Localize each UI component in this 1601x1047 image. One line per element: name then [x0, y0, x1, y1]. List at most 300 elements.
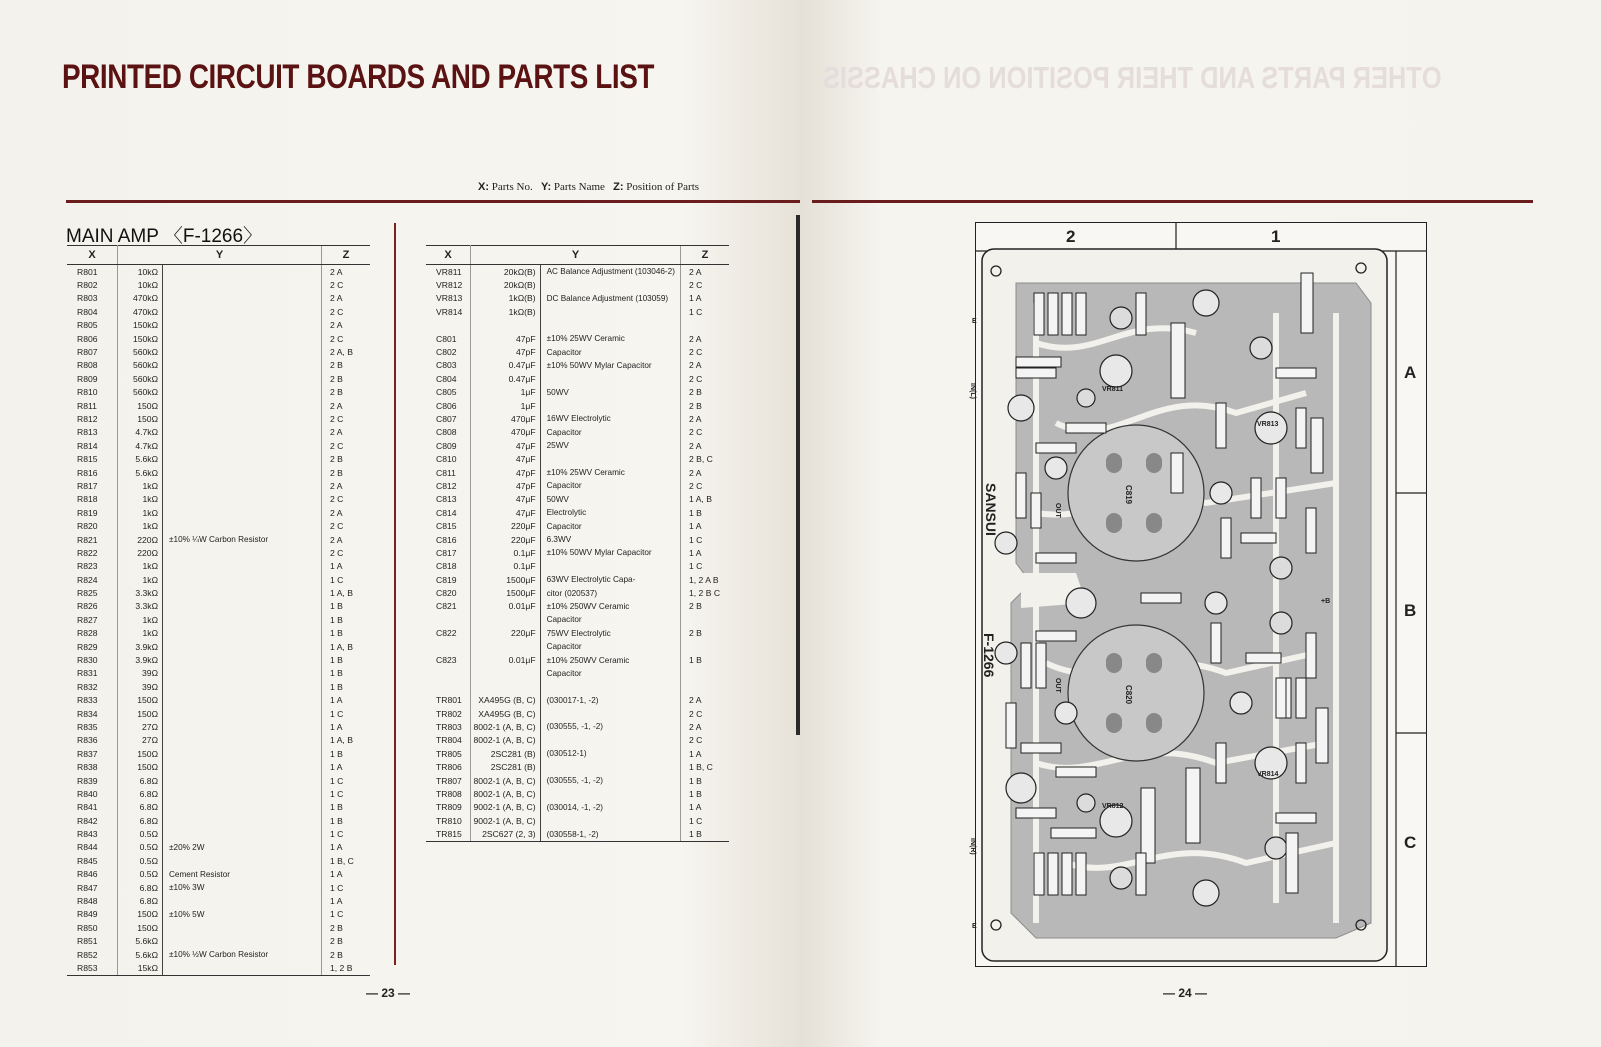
parts-table-resistors	[67, 245, 370, 976]
part-number: R820	[67, 519, 118, 532]
table-row	[426, 734, 729, 747]
part-value: 4.7kΩ	[118, 426, 163, 439]
part-position: 2 A	[681, 265, 730, 279]
part-value: 470μF	[471, 426, 541, 439]
table-row	[426, 426, 729, 439]
part-position: 1 A, B	[681, 493, 730, 506]
part-number: R811	[67, 399, 118, 412]
part-number: TR801	[426, 694, 471, 707]
header-x: X	[426, 246, 471, 265]
part-position: 2 A	[322, 479, 371, 492]
label-in-r: IN(R)	[969, 838, 976, 855]
part-number: TR804	[426, 734, 471, 747]
part-description	[163, 372, 322, 385]
part-value: 2SC281 (B)	[471, 747, 541, 760]
header-y: Y	[471, 246, 681, 265]
part-number: R806	[67, 332, 118, 345]
table-row	[426, 720, 729, 733]
part-position: 1 B	[322, 747, 371, 760]
part-description	[163, 332, 322, 345]
part-description: 6.3WV	[546, 535, 572, 544]
part-position: 2 C	[681, 426, 730, 439]
part-number: R849	[67, 908, 118, 921]
part-position: 1 C	[681, 814, 730, 827]
label-in-l: IN(L)	[969, 383, 976, 399]
table-row	[426, 345, 729, 358]
part-description: (030014, -1, -2)	[546, 802, 604, 812]
page-title: PRINTED CIRCUIT BOARDS AND PARTS LIST	[62, 58, 655, 96]
part-value: 20kΩ(B)	[471, 265, 541, 279]
table-row	[426, 493, 729, 506]
part-number: C810	[426, 452, 471, 465]
label-out-bottom: OUT	[1054, 678, 1061, 693]
table-row	[426, 265, 729, 279]
part-position: 1 C	[681, 533, 730, 546]
part-value: XA495G (B, C)	[471, 707, 541, 720]
table-row	[67, 680, 370, 693]
table-row	[426, 292, 729, 305]
part-position: 2 C	[681, 372, 730, 385]
part-value: 1kΩ	[118, 479, 163, 492]
part-value: 4.7kΩ	[118, 439, 163, 452]
part-description: ±20% 2W	[169, 842, 205, 852]
table-row	[67, 399, 370, 412]
part-description: 16WV Electrolytic	[546, 414, 611, 424]
part-description: (030512-1)	[546, 749, 587, 759]
part-position: 1, 2 B	[322, 961, 371, 975]
part-value: 470μF	[471, 412, 541, 425]
part-position: 1 B, C	[322, 854, 371, 867]
table-row	[67, 894, 370, 907]
part-description: (030017-1, -2)	[546, 695, 599, 705]
part-value: 5.6kΩ	[118, 452, 163, 465]
part-position: 1 B	[681, 787, 730, 800]
part-number: R834	[67, 707, 118, 720]
part-position: 1 A, B	[322, 586, 371, 599]
part-description: (030558-1, -2)	[540, 827, 680, 841]
board-col-label-1: 1	[1271, 227, 1281, 246]
part-description	[163, 278, 322, 291]
part-number	[426, 613, 471, 626]
part-description	[540, 814, 680, 827]
part-position: 2 A	[322, 265, 371, 279]
legend-x-text: Parts No.	[489, 181, 533, 193]
part-number: R845	[67, 854, 118, 867]
part-description: Capacitor	[546, 427, 582, 437]
part-number: C811	[426, 466, 471, 479]
part-number: R813	[67, 426, 118, 439]
part-description	[163, 814, 322, 827]
part-position: 2 B	[322, 386, 371, 399]
part-position: 1 C	[322, 827, 371, 840]
part-description	[163, 265, 322, 279]
part-number: R817	[67, 479, 118, 492]
part-position: 1 A	[681, 747, 730, 760]
pcb-diagram	[969, 222, 1427, 967]
part-value	[471, 319, 541, 332]
part-description	[163, 573, 322, 586]
table-row	[426, 667, 729, 680]
table-row	[67, 734, 370, 747]
part-value: 1500μF	[471, 586, 541, 599]
part-position: 2 C	[681, 479, 730, 492]
part-value: 1kΩ	[118, 613, 163, 626]
part-value: 6.8Ω	[118, 894, 163, 907]
part-number: VR813	[426, 292, 471, 305]
part-position: 1 B	[681, 506, 730, 519]
part-position: 2 A	[322, 292, 371, 305]
part-description	[163, 787, 322, 800]
part-number: R852	[67, 948, 118, 961]
part-description	[163, 359, 322, 372]
part-description	[540, 787, 680, 800]
part-description: Capacitor	[546, 481, 582, 491]
part-value: 47μF	[471, 439, 541, 452]
part-value	[471, 667, 541, 680]
table-row	[67, 426, 370, 439]
part-number: VR811	[426, 265, 471, 279]
part-position: 2 C	[322, 493, 371, 506]
part-number	[426, 680, 471, 693]
part-description	[540, 372, 680, 385]
part-number: R831	[67, 667, 118, 680]
table-row	[426, 519, 729, 532]
part-value: 150Ω	[118, 747, 163, 760]
part-description	[163, 894, 322, 907]
table-row	[67, 854, 370, 867]
label-vr811: VR811	[1102, 386, 1124, 393]
part-position: 2 B	[322, 921, 371, 934]
part-description	[163, 935, 322, 948]
header-rule	[66, 200, 800, 203]
part-position: 1 A, B	[322, 734, 371, 747]
part-description: Cement Resistor	[169, 869, 230, 879]
part-position: 2 A	[681, 720, 730, 733]
part-position: 2 B	[322, 372, 371, 385]
part-value: 1μF	[471, 386, 541, 399]
part-position: 2 A	[322, 426, 371, 439]
legend-z-text: Position of Parts	[623, 181, 700, 193]
pcb-model: F-1266	[981, 633, 997, 678]
part-value: 47pF	[471, 345, 541, 358]
part-position: 2 C	[322, 278, 371, 291]
table-row	[67, 560, 370, 573]
part-description	[163, 694, 322, 707]
part-value: 6.8Ω	[118, 814, 163, 827]
part-value: 3.9kΩ	[118, 653, 163, 666]
part-number: R841	[67, 801, 118, 814]
pcb-board-svg	[969, 223, 1426, 966]
part-value: 0.47μF	[471, 359, 541, 372]
part-number: C817	[426, 546, 471, 559]
part-number: R802	[67, 278, 118, 291]
table-row	[67, 774, 370, 787]
part-number: C815	[426, 519, 471, 532]
part-description	[163, 560, 322, 573]
part-description: ±10% 25WV Ceramic	[546, 468, 625, 478]
label-vr813: VR813	[1257, 421, 1279, 428]
part-position	[681, 680, 730, 693]
part-description: Capacitor	[546, 668, 582, 678]
part-position	[681, 613, 730, 626]
part-number: R818	[67, 493, 118, 506]
part-number: C812	[426, 479, 471, 492]
part-description: Capacitor	[546, 615, 582, 625]
table-row	[67, 452, 370, 465]
part-position: 1 A	[681, 801, 730, 814]
part-position: 1 C	[681, 560, 730, 573]
part-position: 1 A	[322, 760, 371, 773]
part-value: 0.01μF	[471, 653, 541, 666]
part-description: ±10% 250WV Ceramic	[546, 601, 630, 611]
header-z: Z	[322, 246, 371, 265]
part-number: C805	[426, 386, 471, 399]
table-row	[67, 841, 370, 854]
table-row	[426, 386, 729, 399]
part-description: Capacitor	[546, 521, 582, 531]
part-value: 150kΩ	[118, 332, 163, 345]
part-value: 27Ω	[118, 734, 163, 747]
part-number: R848	[67, 894, 118, 907]
part-number: C802	[426, 345, 471, 358]
column-legend	[478, 181, 699, 193]
part-number: R830	[67, 653, 118, 666]
part-description	[163, 292, 322, 305]
table-row	[67, 493, 370, 506]
part-position: 1 A	[322, 894, 371, 907]
table-row	[67, 961, 370, 975]
table-row	[67, 760, 370, 773]
part-number: R810	[67, 386, 118, 399]
part-description	[163, 707, 322, 720]
part-value: 9002-1 (A, B, C)	[471, 814, 541, 827]
table-row	[426, 640, 729, 653]
part-number: VR814	[426, 305, 471, 318]
part-value: 3.3kΩ	[118, 600, 163, 613]
table-row	[67, 868, 370, 881]
part-position: 1 A	[322, 560, 371, 573]
part-description	[163, 546, 322, 559]
part-position: 1, 2 B C	[681, 586, 730, 599]
part-number: R829	[67, 640, 118, 653]
table-row	[426, 412, 729, 425]
part-position: 1 A	[322, 868, 371, 881]
part-value: 560kΩ	[118, 345, 163, 358]
parts-table-other	[426, 245, 729, 842]
part-value: 47μF	[471, 493, 541, 506]
part-number: R844	[67, 841, 118, 854]
part-value: 1kΩ	[118, 560, 163, 573]
table-row	[426, 814, 729, 827]
part-position: 1, 2 A B	[681, 573, 730, 586]
board-row-label-b: B	[1404, 601, 1417, 620]
part-position: 2 A	[322, 319, 371, 332]
part-number: R815	[67, 452, 118, 465]
part-value: 8002-1 (A, B, C)	[471, 787, 541, 800]
table-row	[426, 774, 729, 787]
part-description	[163, 734, 322, 747]
table-row	[67, 720, 370, 733]
part-number: C823	[426, 653, 471, 666]
part-value	[471, 640, 541, 653]
part-number: R850	[67, 921, 118, 934]
table-row	[67, 707, 370, 720]
table-row	[426, 613, 729, 626]
part-number: R825	[67, 586, 118, 599]
part-description	[540, 760, 680, 773]
part-value: 150kΩ	[118, 319, 163, 332]
part-position: 2 C	[681, 734, 730, 747]
table-row	[67, 305, 370, 318]
part-number: R807	[67, 345, 118, 358]
part-value	[471, 680, 541, 693]
part-value: 1kΩ	[118, 627, 163, 640]
part-position: 1 B	[322, 801, 371, 814]
label-e-top: E	[972, 318, 977, 325]
board-row-label-c: C	[1404, 833, 1417, 852]
part-position: 2 A	[681, 412, 730, 425]
table-row	[67, 345, 370, 358]
section-title: MAIN AMP 〈F-1266〉	[66, 226, 263, 247]
part-value: 5.6kΩ	[118, 466, 163, 479]
part-position: 2 B	[322, 466, 371, 479]
table-row	[426, 560, 729, 573]
part-description	[163, 921, 322, 934]
legend-y-key: Y:	[540, 181, 552, 193]
part-description	[163, 412, 322, 425]
part-position: 1 A	[681, 292, 730, 305]
capacitor-c820	[1068, 625, 1204, 761]
part-number: TR810	[426, 814, 471, 827]
part-position: 1 C	[681, 305, 730, 318]
part-value: 3.9kΩ	[118, 640, 163, 653]
column-separator	[394, 223, 396, 965]
part-value: 3.3kΩ	[118, 586, 163, 599]
part-value: 10kΩ	[118, 265, 163, 279]
table-row	[67, 546, 370, 559]
table-row	[426, 600, 729, 613]
part-position: 1 A	[322, 720, 371, 733]
part-description	[540, 319, 680, 332]
part-value: 0.5Ω	[118, 827, 163, 840]
part-position: 1 B	[322, 613, 371, 626]
part-description: ±10% ¼W Carbon Resistor	[169, 535, 269, 544]
table-row	[67, 948, 370, 961]
part-value: 0.1μF	[471, 546, 541, 559]
table-row	[67, 479, 370, 492]
part-description: ±10% 50WV Mylar Capacitor	[546, 360, 652, 370]
part-number: C819	[426, 573, 471, 586]
part-value: 6.8Ω	[118, 881, 163, 894]
table-row	[426, 801, 729, 814]
table-row	[426, 627, 729, 640]
table-row	[67, 466, 370, 479]
header-y: Y	[118, 246, 322, 265]
header-z: Z	[681, 246, 730, 265]
part-number: R833	[67, 694, 118, 707]
part-position: 2 C	[322, 332, 371, 345]
part-position: 1 C	[322, 774, 371, 787]
part-description: ±10% 3W	[169, 883, 205, 893]
show-through-title: OTHER PARTS AND THEIR POSITION ON CHASSIS	[822, 60, 1442, 95]
part-number: R827	[67, 613, 118, 626]
part-description	[163, 627, 322, 640]
part-description	[540, 680, 680, 693]
table-row	[67, 921, 370, 934]
table-row	[67, 292, 370, 305]
part-value: 27Ω	[118, 720, 163, 733]
part-position: 2 A	[681, 439, 730, 452]
part-number: TR808	[426, 787, 471, 800]
table-row	[67, 801, 370, 814]
part-position: 1 B	[681, 774, 730, 787]
part-number: R832	[67, 680, 118, 693]
part-description	[163, 613, 322, 626]
table-row	[67, 319, 370, 332]
table-row	[67, 667, 370, 680]
part-number: C803	[426, 359, 471, 372]
table-row	[426, 787, 729, 800]
part-number: C822	[426, 627, 471, 640]
table-row	[426, 452, 729, 465]
part-number: C813	[426, 493, 471, 506]
part-value: 10kΩ	[118, 278, 163, 291]
part-value: 220μF	[471, 627, 541, 640]
part-number: R846	[67, 868, 118, 881]
part-value: 0.5Ω	[118, 841, 163, 854]
part-position: 1 A	[322, 841, 371, 854]
part-number: R805	[67, 319, 118, 332]
part-value: 47μF	[471, 452, 541, 465]
part-description: citor (020537)	[546, 588, 598, 598]
page-number-right: — 24 —	[1163, 986, 1208, 1000]
part-number: R824	[67, 573, 118, 586]
part-value: 0.01μF	[471, 600, 541, 613]
table-row	[426, 439, 729, 452]
part-value: 5.6kΩ	[118, 935, 163, 948]
part-position: 1 B	[322, 667, 371, 680]
part-description	[163, 452, 322, 465]
part-description: 63WV Electrolytic Capa-	[546, 575, 636, 585]
table-row	[67, 747, 370, 760]
legend-y-text: Parts Name	[551, 181, 605, 193]
part-description	[163, 426, 322, 439]
part-number: R801	[67, 265, 118, 279]
part-number: R803	[67, 292, 118, 305]
part-number: R819	[67, 506, 118, 519]
part-number: R847	[67, 881, 118, 894]
part-description: DC Balance Adjustment (103059)	[546, 293, 669, 303]
part-number: TR806	[426, 760, 471, 773]
table-row	[67, 814, 370, 827]
part-value: 0.1μF	[471, 560, 541, 573]
part-position: 1 B	[322, 627, 371, 640]
part-position: 2 C	[681, 278, 730, 291]
part-position: 1 B	[322, 600, 371, 613]
part-position: 2 B	[322, 452, 371, 465]
part-number: TR802	[426, 707, 471, 720]
part-value: 560kΩ	[118, 386, 163, 399]
part-position: 1 A	[681, 546, 730, 559]
part-description: ±10% 50WV Mylar Capacitor	[546, 548, 652, 558]
part-value: 1500μF	[471, 573, 541, 586]
part-position: 2 A	[322, 399, 371, 412]
part-number: C820	[426, 586, 471, 599]
part-description: 25WV	[546, 441, 569, 451]
part-number	[426, 319, 471, 332]
part-number: R843	[67, 827, 118, 840]
part-value: 220Ω	[118, 546, 163, 559]
